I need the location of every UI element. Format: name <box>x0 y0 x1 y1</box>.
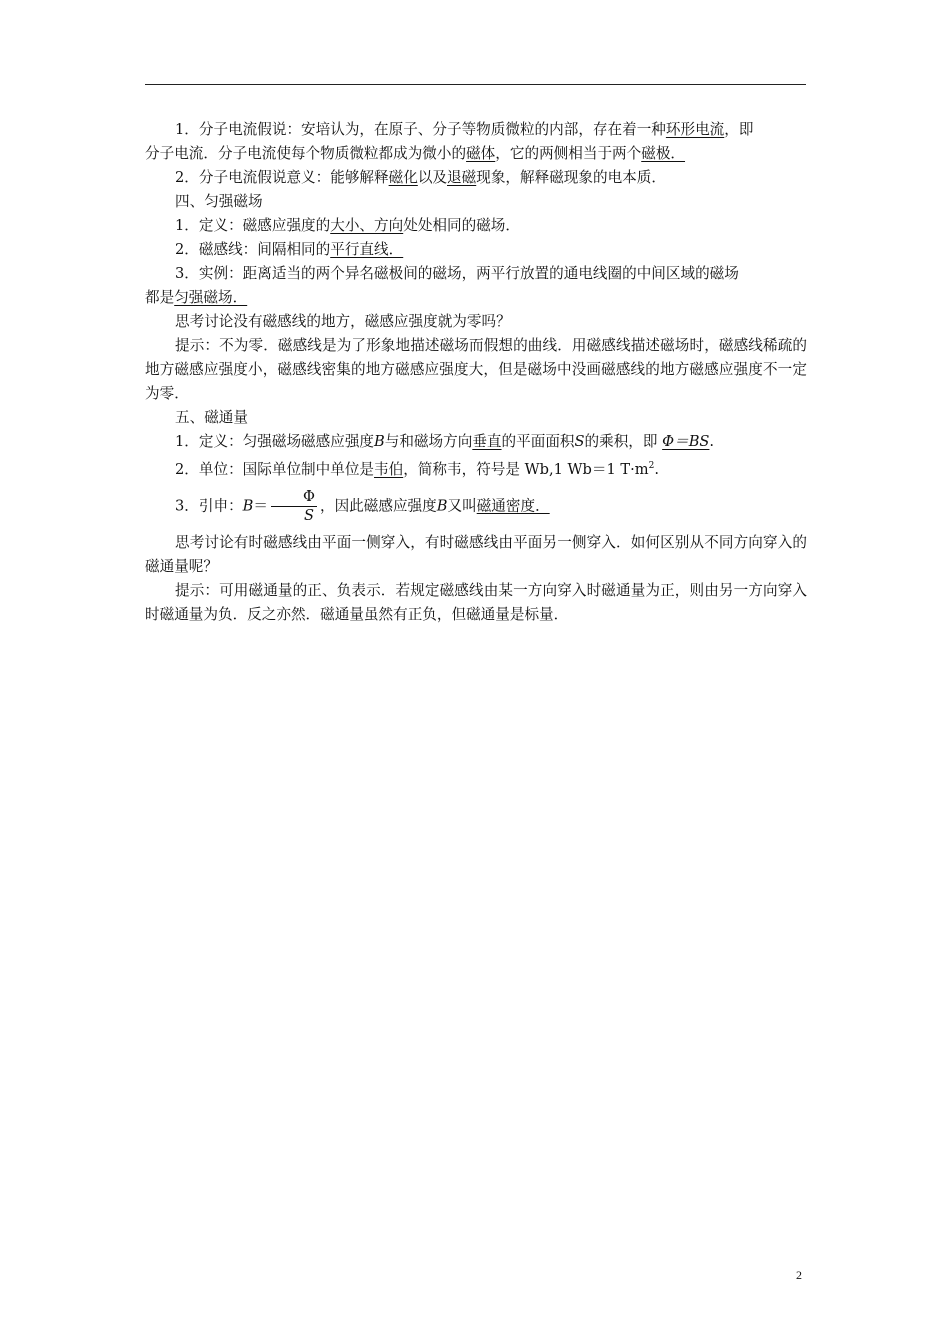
paragraph-molecular-current-1-cont: 分子电流．分子电流使每个物质微粒都成为微小的磁体，它的两侧相当于两个磁极． <box>145 145 686 162</box>
fraction-phi-over-s: $\frac{\Phi}{S}$ <box>271 488 317 525</box>
paragraph-molecular-current-2: 2．分子电流假说意义：能够解释磁化以及退磁现象，解释磁现象的电本质． <box>175 169 666 186</box>
blank-answer: 磁极． <box>641 145 686 162</box>
paragraph-flux-unit: 2．单位：国际单位制中单位是韦伯，简称韦，符号是 Wb,1 Wb＝1 $T\cdot m^2$. <box>175 460 659 478</box>
paragraph-flux-definition: 1．定义：匀强磁场磁感应强度B与和磁场方向垂直的平面面积S的乘积，即 Φ＝BS. <box>175 433 715 450</box>
blank-answer: 韦伯 <box>374 460 404 478</box>
paragraph-field-lines: 2．磁感线：间隔相同的平行直线． <box>175 241 404 258</box>
blank-answer: 退磁 <box>447 169 477 186</box>
blank-answer: 磁体 <box>466 145 496 162</box>
section-heading-flux: 五、磁通量 <box>175 409 248 426</box>
blank-answer: Φ＝BS <box>662 433 710 450</box>
blank-answer: 平行直线． <box>330 241 404 258</box>
blank-answer: 匀强磁场． <box>174 289 248 306</box>
document-body <box>145 118 807 627</box>
paragraph-example-cont: 都是匀强磁场． <box>145 289 248 306</box>
section-heading-uniform-field: 四、匀强磁场 <box>175 193 263 210</box>
paragraph-flux-density: 3．引申：B＝ $\frac{\Phi}{S}$ ，因此磁感应强度B又叫磁通密度． <box>175 487 550 524</box>
discussion-answer-1: 提示：不为零．磁感线是为了形象地描述磁场而假想的曲线．用磁感线描述磁场时，磁感线稀疏的地方磁感应强度小，磁感线密集的地方磁感应强度大，但是磁场中没画磁感线的地方磁感应强度不一定为零． <box>145 337 807 402</box>
discussion-question-1: 思考讨论没有磁感线的地方，磁感应强度就为零吗？ <box>175 313 511 330</box>
discussion-answer-2: 提示：可用磁通量的正、负表示．若规定磁感线由某一方向穿入时磁通量为正，则由另一方向穿入时磁通量为负．反之亦然．磁通量虽然有正负，但磁通量是标量． <box>145 581 807 623</box>
page-number: 2 <box>796 1268 802 1282</box>
paragraph-molecular-current-1: 1．分子电流假说：安培认为，在原子、分子等物质微粒的内部，存在着一种环形电流，即 <box>175 121 754 138</box>
blank-answer: 垂直 <box>472 433 502 450</box>
header-rule <box>145 84 806 85</box>
paragraph-definition: 1．定义：磁感应强度的大小、方向处处相同的磁场． <box>175 217 520 234</box>
paragraph-example: 3．实例：距离适当的两个异名磁极间的磁场，两平行放置的通电线圈的中间区域的磁场 <box>175 265 739 282</box>
discussion-question-2: 思考讨论有时磁感线由平面一侧穿入，有时磁感线由平面另一侧穿入．如何区别从不同方向穿入的磁通量呢？ <box>145 533 807 575</box>
blank-answer: 环形电流 <box>665 121 725 138</box>
blank-answer: 大小、方向 <box>330 217 404 234</box>
blank-answer: 磁通密度． <box>476 497 550 515</box>
blank-answer: 磁化 <box>388 169 418 186</box>
